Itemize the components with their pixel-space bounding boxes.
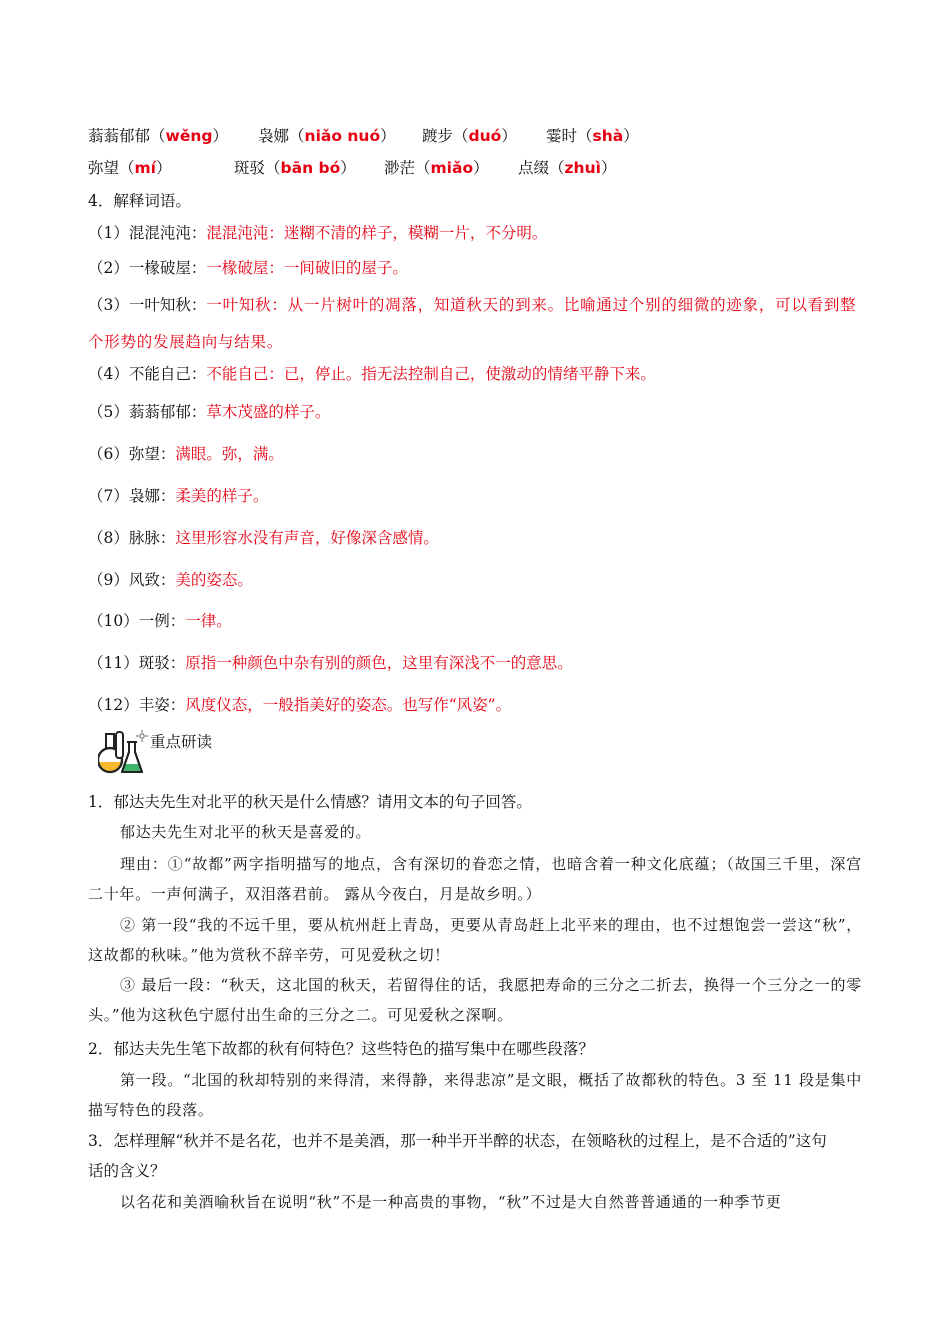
definition-term: （9）风致： xyxy=(88,571,176,589)
paren: ） xyxy=(340,159,356,177)
definition-term: （8）脉脉： xyxy=(88,529,176,547)
word: 蓊蓊郁郁 xyxy=(88,127,151,145)
paren: ） xyxy=(156,159,172,177)
definition-answer: 混混沌沌：迷糊不清的样子，模糊一片，不分明。 xyxy=(206,224,548,242)
pinyin-item xyxy=(88,124,228,146)
lab-flask-icon xyxy=(98,728,148,782)
paren: （ xyxy=(265,159,281,177)
definition-item xyxy=(88,484,268,506)
paren: （ xyxy=(150,127,166,145)
definition-answer: 不能自己：已，停止。指无法控制自己，使激动的情绪平静下来。 xyxy=(206,365,656,383)
answer-paragraph: 以名花和美酒喻秋旨在说明“秋”不是一种高贵的事物，“秋”不过是大自然普普通通的一种季节更 xyxy=(120,1193,782,1211)
definition-item xyxy=(88,442,284,464)
definition-item xyxy=(88,651,573,673)
answer-paragraph: ③ 最后一段：“秋天，这北国的秋天，若留得住的话，我愿把寿命的三分之二折去，换得一个三分之一的零头。”他为这秋色宁愿付出生命的三分之二。可见爱秋之深啊。 xyxy=(88,976,862,1024)
paren: （ xyxy=(577,127,593,145)
paren: ） xyxy=(380,127,396,145)
paren: （ xyxy=(119,159,135,177)
paren: ） xyxy=(501,127,517,145)
pinyin-item xyxy=(88,156,172,178)
word: 霎时 xyxy=(546,127,578,145)
question-2: 2．郁达夫先生笔下故都的秋有何特色？这些特色的描写集中在哪些段落？ xyxy=(88,1040,594,1058)
paren: （ xyxy=(415,159,431,177)
definition-term: （11）斑驳： xyxy=(88,654,186,672)
pinyin-item xyxy=(384,156,489,178)
definition-item xyxy=(88,221,547,243)
definition-term: （1）混混沌沌： xyxy=(88,224,207,242)
question-4-title: 4．解释词语。 xyxy=(88,192,191,210)
definition-answer: 柔美的样子。 xyxy=(175,487,269,505)
word: 点缀 xyxy=(518,159,550,177)
definition-term: （3）一叶知秋： xyxy=(88,296,207,314)
definition-answer: 风度仪态，一般指美好的姿态。也写作“风姿”。 xyxy=(185,696,512,714)
definition-answer: 草木茂盛的样子。 xyxy=(206,403,331,421)
pinyin: duó xyxy=(468,127,502,145)
definition-answer: 一叶知秋：从一片树叶的凋落，知道秋天的到来。比喻通过个别的细微的迹象，可以看到整个形势的发展趋向与结果。 xyxy=(88,296,857,351)
pinyin-item xyxy=(258,124,396,146)
pinyin: mí xyxy=(134,159,156,177)
paren: （ xyxy=(453,127,469,145)
paren: ） xyxy=(600,159,617,177)
pinyin: shà xyxy=(592,127,624,145)
answer-paragraph: 郁达夫先生对北平的秋天是喜爱的。 xyxy=(120,823,372,841)
definition-answer: 原指一种颜色中杂有别的颜色，这里有深浅不一的意思。 xyxy=(185,654,573,672)
definition-answer: 一律。 xyxy=(185,612,232,630)
definition-item xyxy=(88,362,656,384)
word: 弥望 xyxy=(88,159,120,177)
pinyin: wěng xyxy=(165,127,213,145)
definition-item xyxy=(88,693,511,715)
definition-item xyxy=(88,526,439,548)
pinyin: zhuì xyxy=(564,159,601,177)
definition-term: （4）不能自己： xyxy=(88,365,207,383)
definition-item xyxy=(88,287,864,361)
definition-answer: 美的姿态。 xyxy=(175,571,253,589)
definition-answer: 满眼。弥，满。 xyxy=(175,445,284,463)
pinyin-item xyxy=(518,156,616,178)
pinyin: miǎo xyxy=(430,159,474,177)
word: 渺茫 xyxy=(384,159,416,177)
word: 斑驳 xyxy=(234,159,266,177)
definition-item xyxy=(88,568,253,590)
definition-term: （5）蓊蓊郁郁： xyxy=(88,403,207,421)
paren: ） xyxy=(623,127,639,145)
section-title: 重点研读 xyxy=(150,733,213,751)
pinyin-item xyxy=(422,124,517,146)
definition-item xyxy=(88,400,330,422)
word: 袅娜 xyxy=(258,127,290,145)
answer-paragraph: 理由：①“故都”两字指明描写的地点，含有深切的眷恋之情，也暗含着一种文化底蕴；（故国三千里，深宫二十年。一声何满子，双泪落君前。 露从今夜白，月是故乡明。） xyxy=(88,855,862,903)
definition-term: （10）一例： xyxy=(88,612,186,630)
pinyin: bān bó xyxy=(280,159,341,177)
definition-term: （2）一椽破屋： xyxy=(88,259,207,277)
definition-item xyxy=(88,256,408,278)
definition-item xyxy=(88,609,232,631)
definition-term: （6）弥望： xyxy=(88,445,176,463)
pinyin-item xyxy=(546,124,639,146)
paren: ） xyxy=(212,127,229,145)
paren: （ xyxy=(549,159,565,177)
paren: （ xyxy=(289,127,305,145)
answer-paragraph: 第一段。“北国的秋却特别的来得清，来得静，来得悲凉”是文眼，概括了故都秋的特色。3 至 11 段是集中描写特色的段落。 xyxy=(88,1071,862,1119)
question-1: 1．郁达夫先生对北平的秋天是什么情感？请用文本的句子回答。 xyxy=(88,793,532,811)
definition-answer: 一椽破屋：一间破旧的屋子。 xyxy=(206,259,408,277)
definition-term: （12）丰姿： xyxy=(88,696,186,714)
question-3: 3．怎样理解“秋并不是名花，也并不是美酒，那一种半开半醉的状态，在领略秋的过程上，是不合适的”这句话的含义？ xyxy=(88,1132,827,1180)
paren: ） xyxy=(473,159,489,177)
word: 踱步 xyxy=(422,127,454,145)
definition-term: （7）袅娜： xyxy=(88,487,176,505)
definition-answer: 这里形容水没有声音，好像深含感情。 xyxy=(175,529,439,547)
pinyin: niǎo nuó xyxy=(304,127,381,145)
pinyin-item xyxy=(234,156,356,178)
answer-paragraph: ② 第一段“我的不远千里，要从杭州赶上青岛，更要从青岛赶上北平来的理由，也不过想饱尝一尝这“秋”，这故都的秋味。”他为赏秋不辞辛劳，可见爱秋之切！ xyxy=(88,916,862,964)
